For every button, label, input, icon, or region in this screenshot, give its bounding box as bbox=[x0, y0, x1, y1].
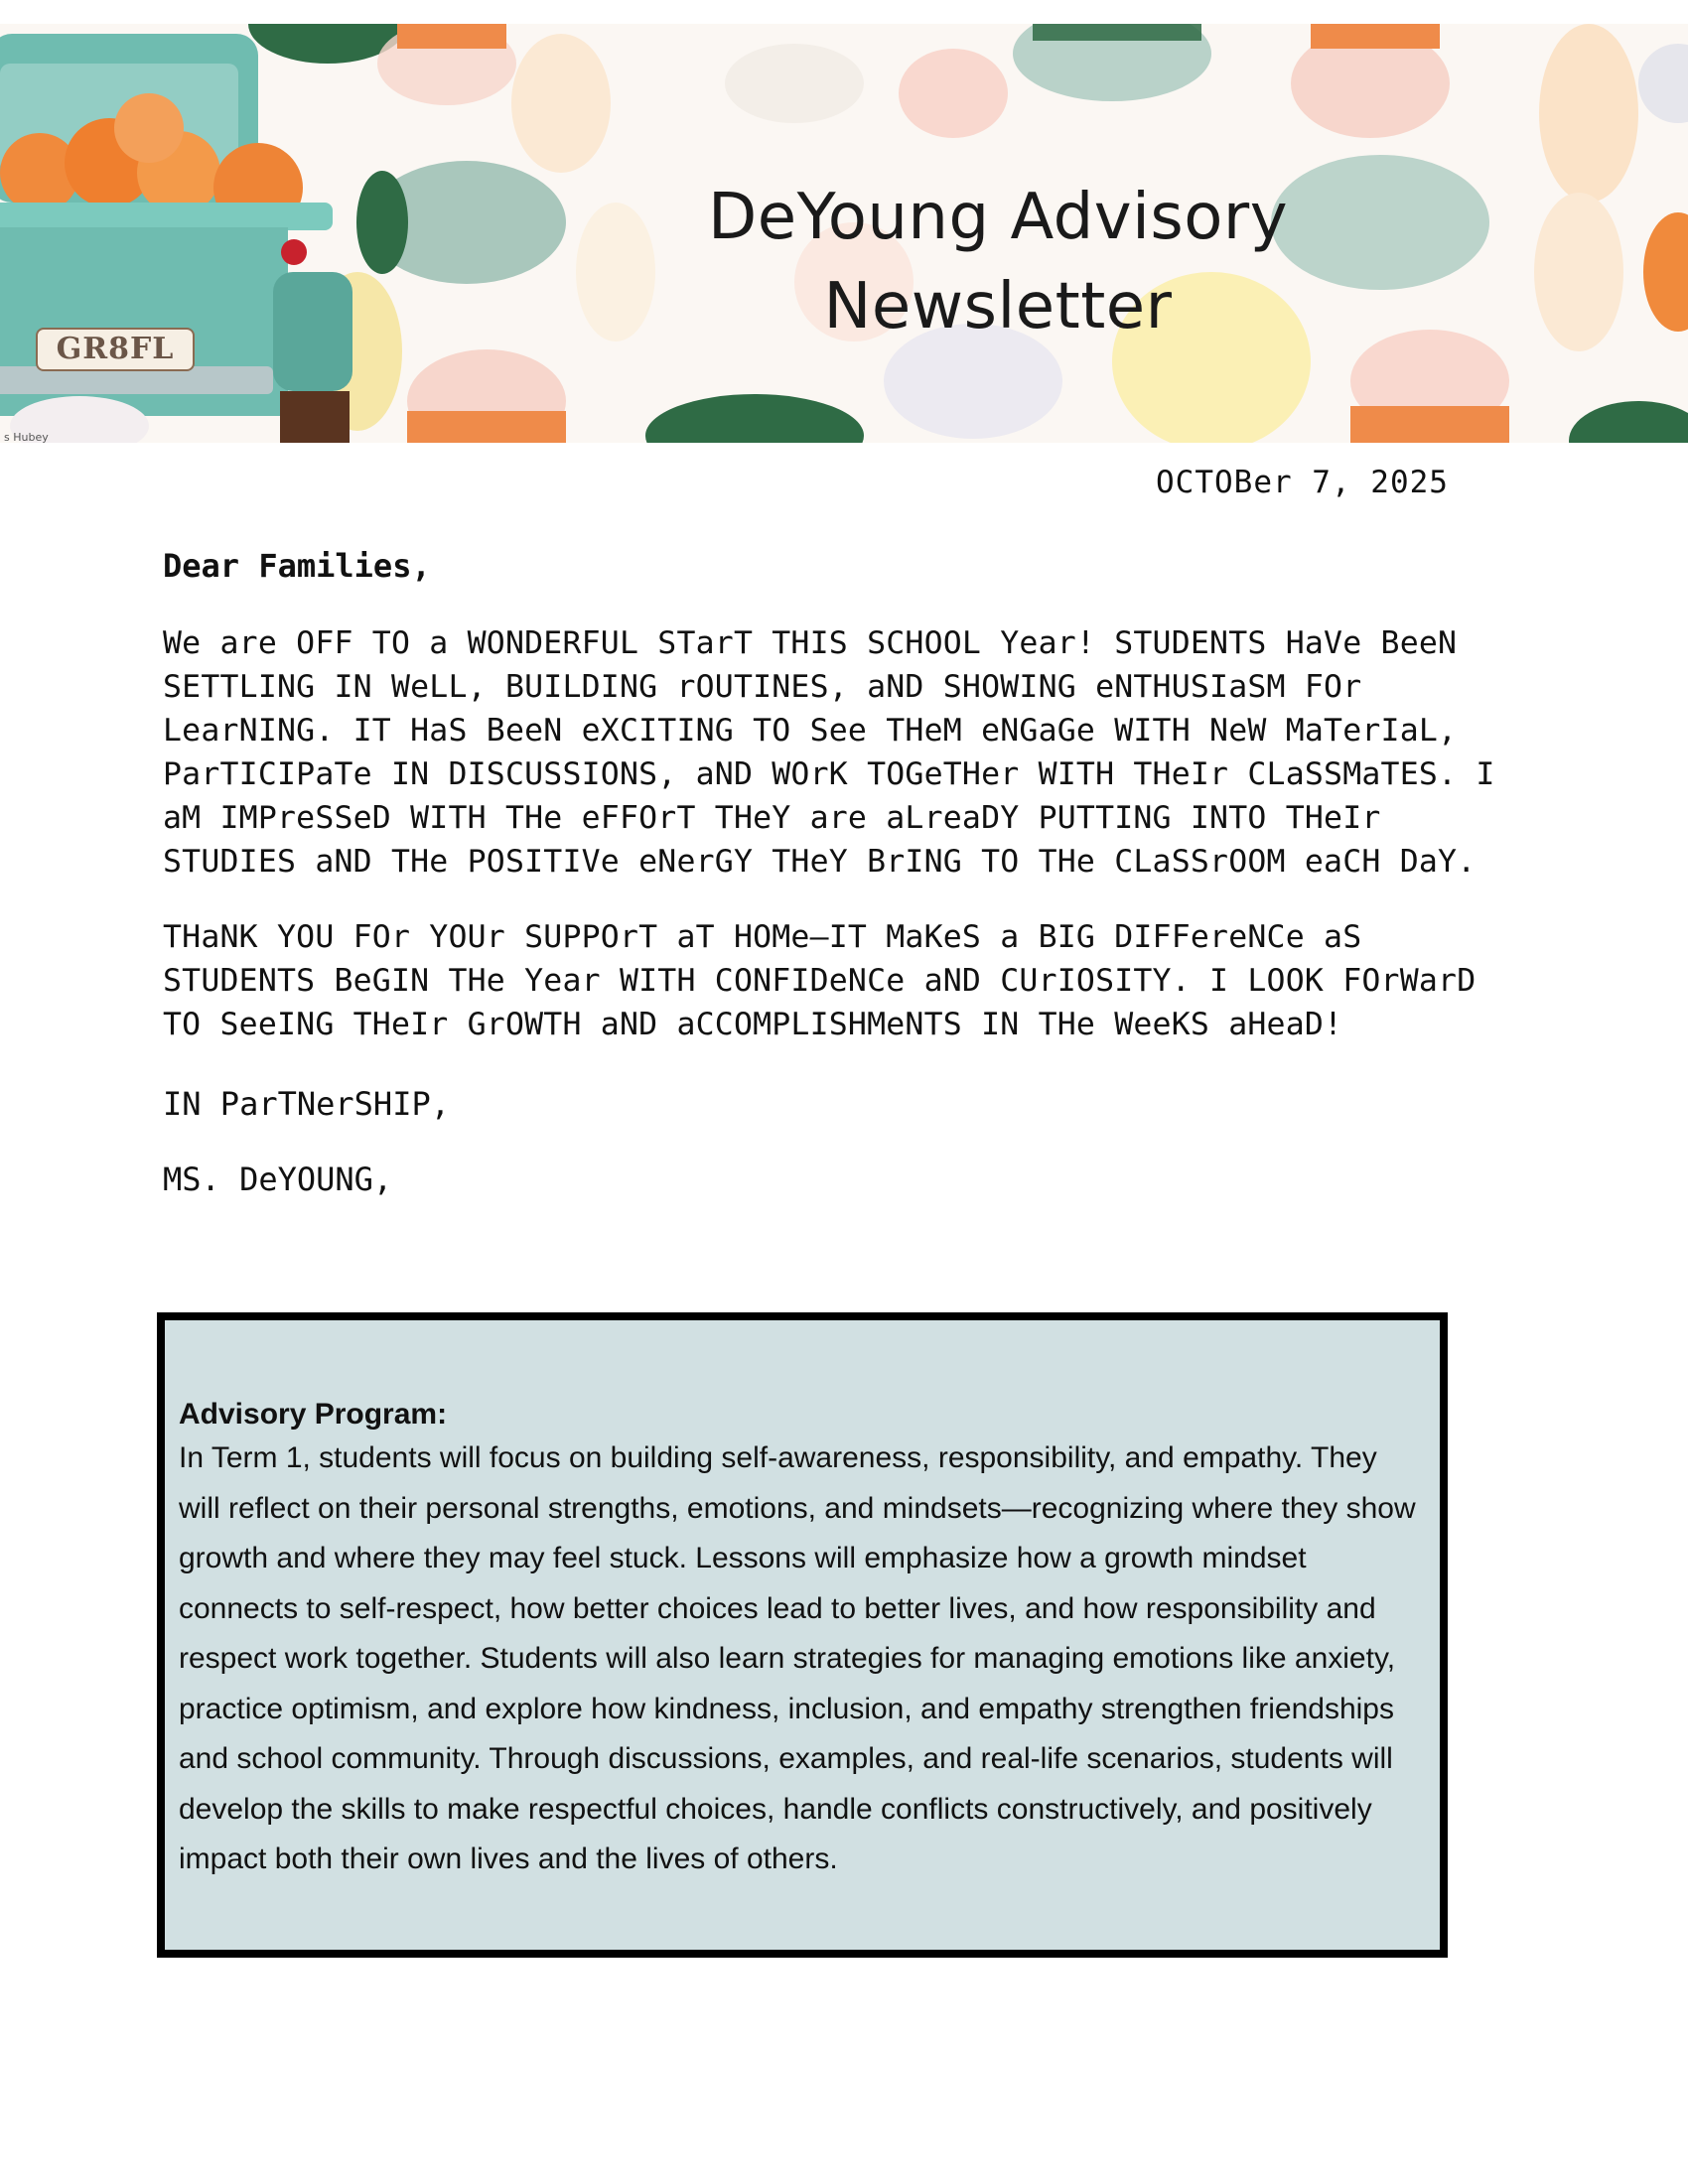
newsletter-title bbox=[596, 173, 1400, 351]
advisory-heading: Advisory Program: bbox=[179, 1398, 448, 1431]
advisory-body: In Term 1, students will focus on building self-awareness, responsibility, and empathy. They will reflect on their personal strengths, emotions, and mindsets—recognizing where they show growth and where they may feel stuck. Lessons will emphasize how a growth mindset connects to self-respect, how better choices lead to better lives, and how responsibility and respect work together. Students will also learn strategies for managing emotions like anxiety, practice optimism, and explore how kindness, inclusion, and empathy strengthen friendships and school community. Through discussions, examples, and real-life scenarios, students will develop the skills to make respectful choices, handle conflicts constructively, and positively impact both their own lives and the lives of others. bbox=[179, 1441, 1416, 1875]
artist-credit: s Hubey bbox=[4, 431, 49, 443]
paragraph-thanks: THaNK YOU FOr YOUr SUPPOrT aT HOMe—IT MaKeS a BIG DIFFereNCe aS STUDENTS BeGIN THe Year WITH CONFIDeNCe aND CUrIOSITY. I LOOK FOrWarD TO SeeING THeIr GrOWTH aND aCCOMPLISHMeNTS IN THe WeeKS aHeaD! bbox=[163, 919, 1477, 1042]
title-line-1: DeYoung Advisory bbox=[707, 181, 1289, 254]
newsletter-banner bbox=[0, 24, 1688, 443]
title-line-2: Newsletter bbox=[823, 270, 1173, 343]
license-plate: GR8FL bbox=[36, 328, 195, 371]
signature: MS. DeYOUNG, bbox=[163, 1160, 393, 1198]
greeting: Dear Families, bbox=[163, 547, 431, 585]
newsletter-date: OCTOBer 7, 2025 bbox=[1156, 465, 1449, 500]
closing: IN ParTNerSHIP, bbox=[163, 1085, 450, 1123]
pumpkin-truck-icon bbox=[0, 34, 352, 443]
advisory-program-box bbox=[157, 1312, 1448, 1958]
paragraph-welcome: We are OFF TO a WONDERFUL STarT THIS SCHOOL Year! STUDENTS HaVe BeeN SETTLING IN WeLL, BUILDING rOUTINES, aND SHOWING eNTHUSIaSM FOr LearNING. IT HaS BeeN eXCITING TO See THeM eNGaGe WITH NeW MaTerIaL, ParTICIPaTe IN DISCUSSIONS, aND WOrK TOGeTHer WITH THeIr CLaSSMaTES. I aM IMPreSSeD WITH THe eFFOrT THeY are aLreaDY PUTTING INTO THeIr STUDIES aND THe POSITIVe eNerGY THeY BrING TO THe CLaSSrOOM eaCH DaY. bbox=[163, 625, 1495, 880]
